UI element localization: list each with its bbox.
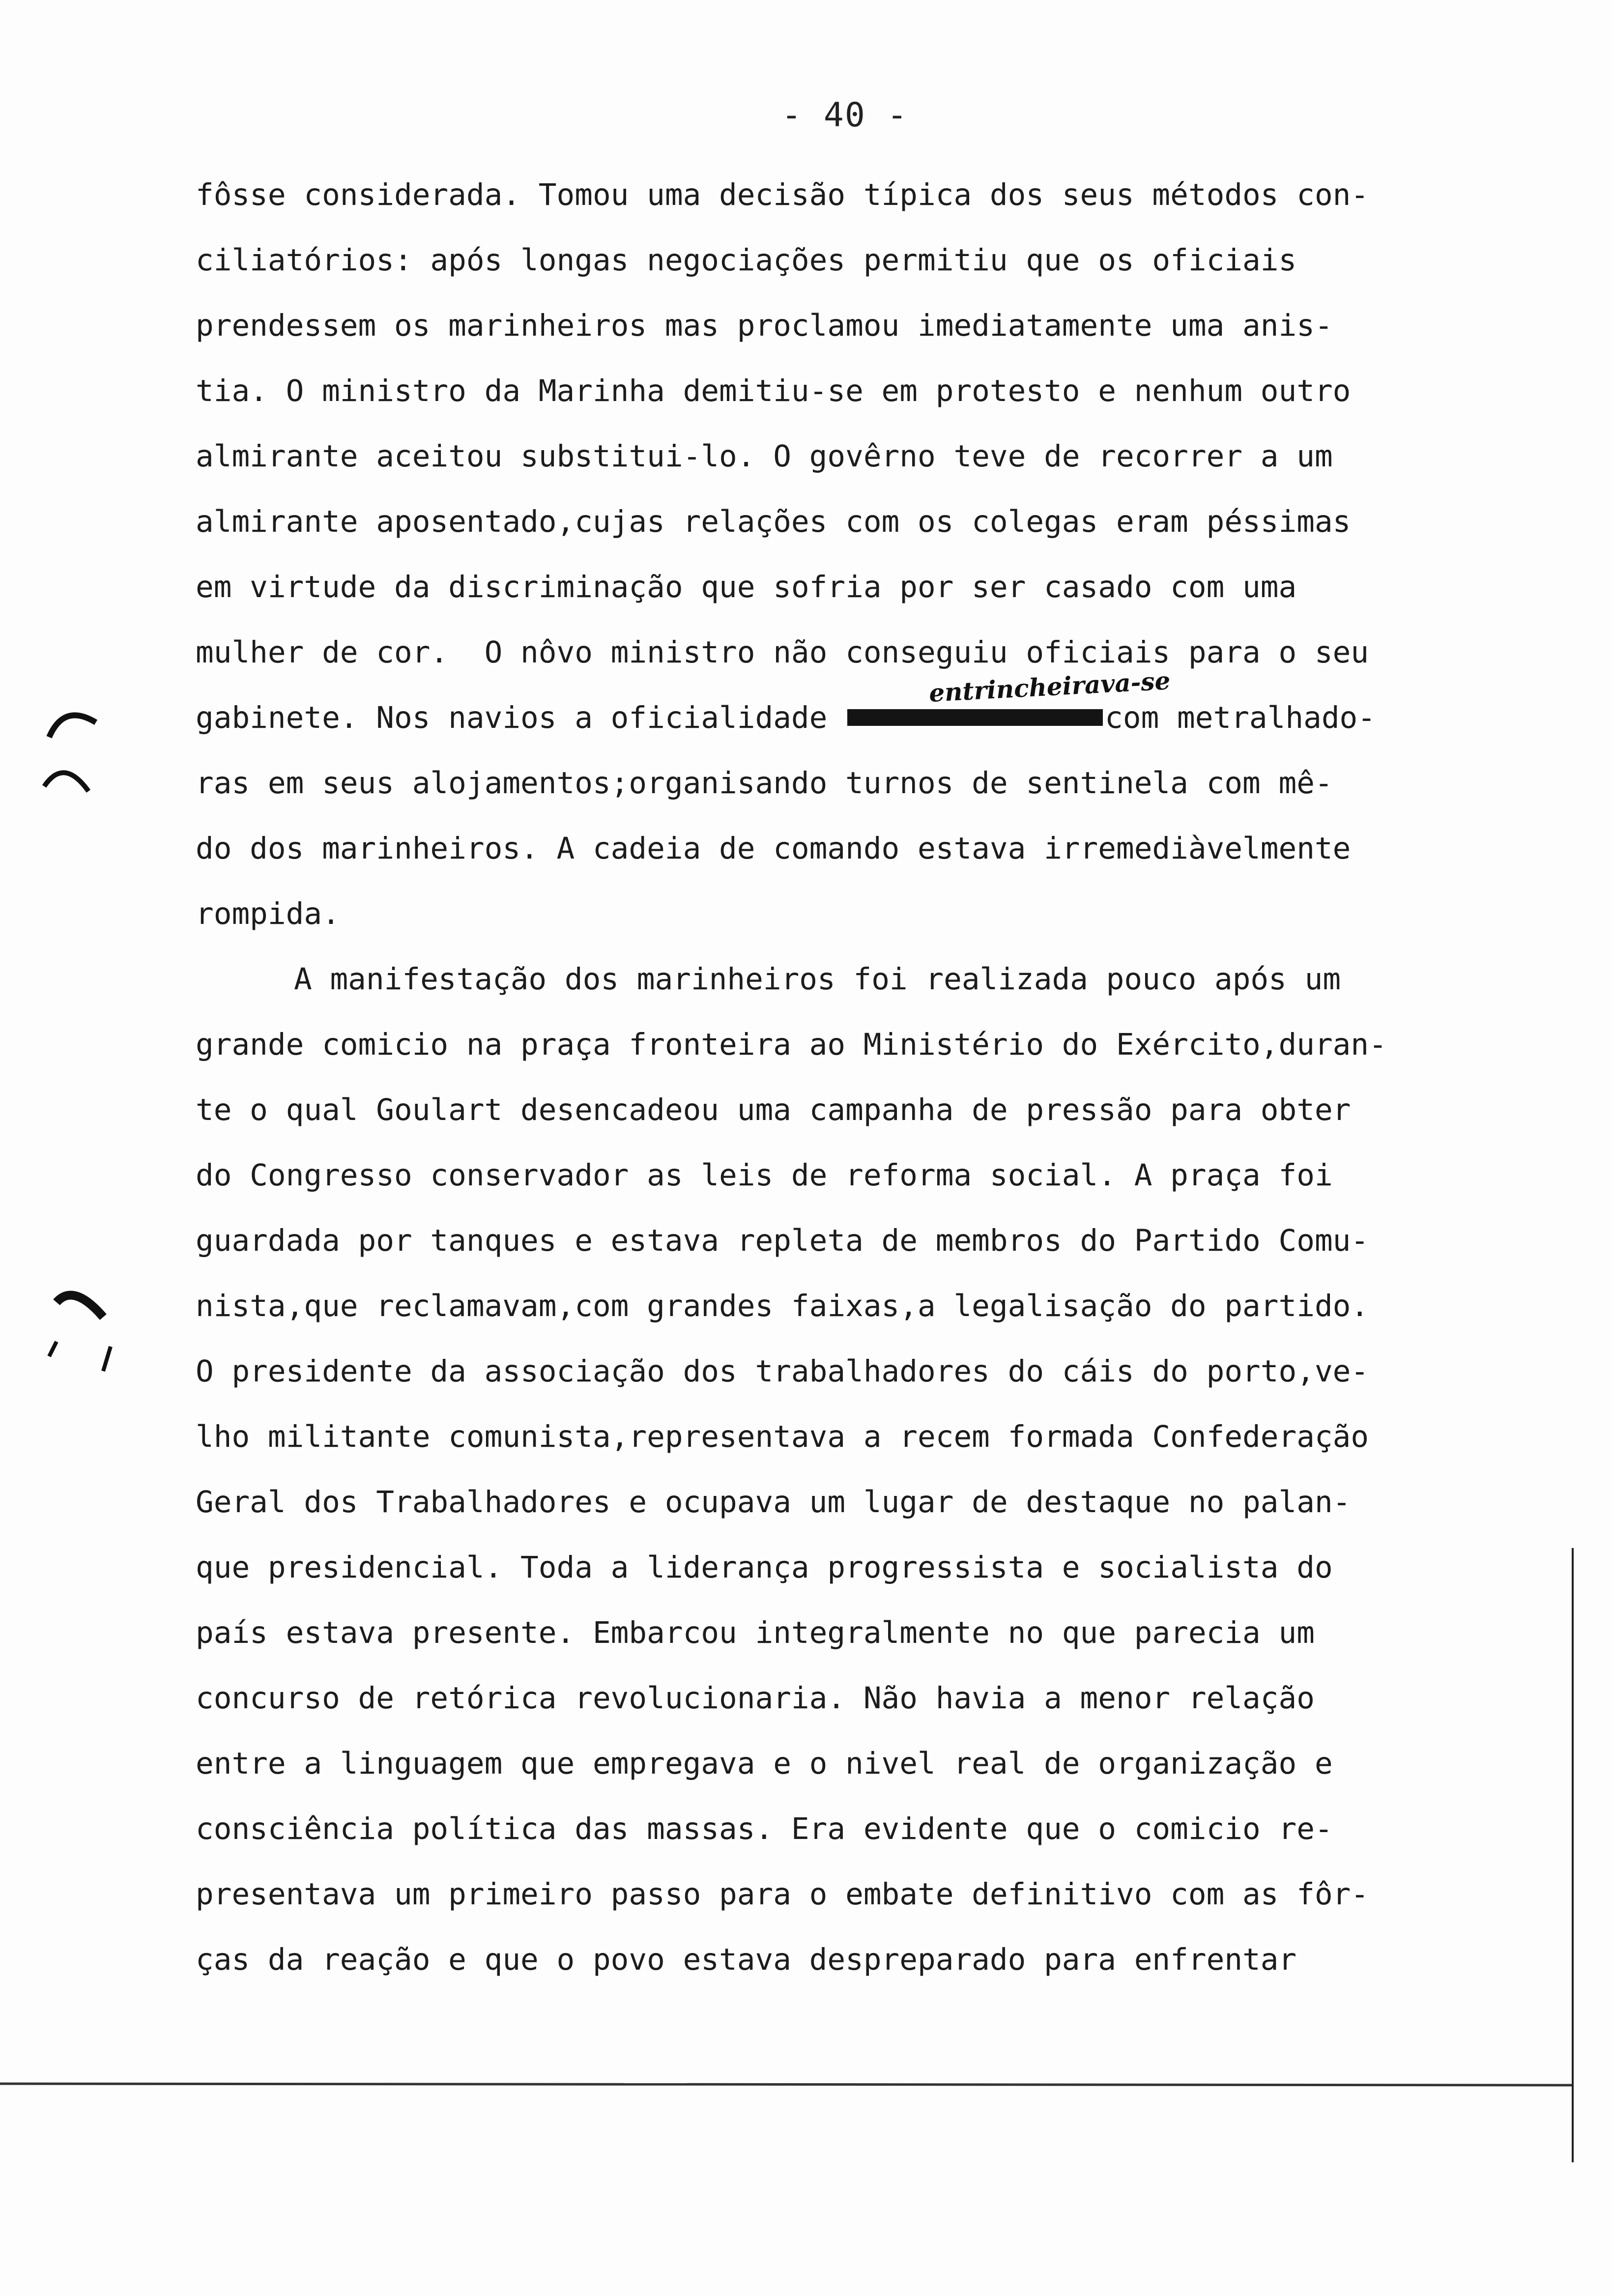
text-line: concurso de retórica revolucionaria. Não havia a menor relação — [196, 1681, 1315, 1716]
margin-punch-marks — [29, 0, 128, 2296]
text-line: mulher de cor. O nôvo ministro não conseguiu oficiais para o seu — [196, 635, 1369, 670]
body-text — [196, 162, 1532, 1992]
text-line: rompida. — [196, 896, 340, 931]
text-line: ciliatórios: após longas negociações permitiu que os oficiais — [196, 243, 1297, 278]
text-line: ças da reação e que o povo estava despreparado para enfrentar — [196, 1942, 1297, 1977]
margin-mark-2 — [44, 773, 88, 791]
handwritten-correction: entrincheirava-se — [928, 666, 1171, 708]
text-line-redacted — [196, 685, 1532, 750]
text-line: grande comicio na praça fronteira ao Ministério do Exército,duran- — [196, 1027, 1387, 1062]
margin-mark-4 — [49, 1342, 111, 1371]
text-line: do dos marinheiros. A cadeia de comando estava irremediàvelmente — [196, 831, 1351, 866]
text-line: lho militante comunista,representava a recem formada Confederação — [196, 1419, 1369, 1454]
paragraph-first-line: A manifestação dos marinheiros foi realizada pouco após um — [294, 962, 1341, 997]
text-line: em virtude da discriminação que sofria por ser casado com uma — [196, 570, 1297, 604]
text-line: que presidencial. Toda a liderança progressista e socialista do — [196, 1550, 1333, 1585]
page-number: - 40 - — [781, 96, 908, 135]
text-line: do Congresso conservador as leis de reforma social. A praça foi — [196, 1158, 1333, 1193]
text-line: ras em seus alojamentos;organisando turnos de sentinela com mê- — [196, 766, 1333, 801]
text-line: tia. O ministro da Marinha demitiu-se em protesto e nenhum outro — [196, 373, 1351, 408]
bottom-rule-line — [0, 2084, 1573, 2085]
text-line: nista,que reclamavam,com grandes faixas,a legalisação do partido. — [196, 1289, 1369, 1323]
text-line: almirante aceitou substitui-lo. O govêrno teve de recorrer a um — [196, 439, 1333, 474]
text-line: te o qual Goulart desencadeou uma campanha de pressão para obter — [196, 1092, 1351, 1127]
text-line: país estava presente. Embarcou integralmente no que parecia um — [196, 1615, 1315, 1650]
text-line: almirante aposentado,cujas relações com os colegas eram péssimas — [196, 504, 1351, 539]
text-segment: gabinete. Nos navios a oficialidade — [196, 700, 828, 735]
text-line: entre a linguagem que empregava e o nivel real de organização e — [196, 1746, 1333, 1781]
text-line: presentava um primeiro passo para o embate definitivo com as fôr- — [196, 1877, 1369, 1912]
text-line: consciência política das massas. Era evidente que o comicio re- — [196, 1811, 1333, 1846]
text-line: guardada por tanques e estava repleta de membros do Partido Comu- — [196, 1223, 1369, 1258]
redaction-bar — [847, 709, 1103, 726]
margin-mark-1 — [49, 715, 96, 737]
text-segment: com metralhado- — [1105, 700, 1376, 735]
text-line: O presidente da associação dos trabalhadores do cáis do porto,ve- — [196, 1354, 1369, 1389]
text-line: fôsse considerada. Tomou uma decisão típica dos seus métodos con- — [196, 177, 1369, 212]
margin-mark-3 — [57, 1295, 103, 1317]
text-line: prendessem os marinheiros mas proclamou imediatamente uma anis- — [196, 308, 1333, 343]
text-line: Geral dos Trabalhadores e ocupava um lugar de destaque no palan- — [196, 1485, 1351, 1520]
